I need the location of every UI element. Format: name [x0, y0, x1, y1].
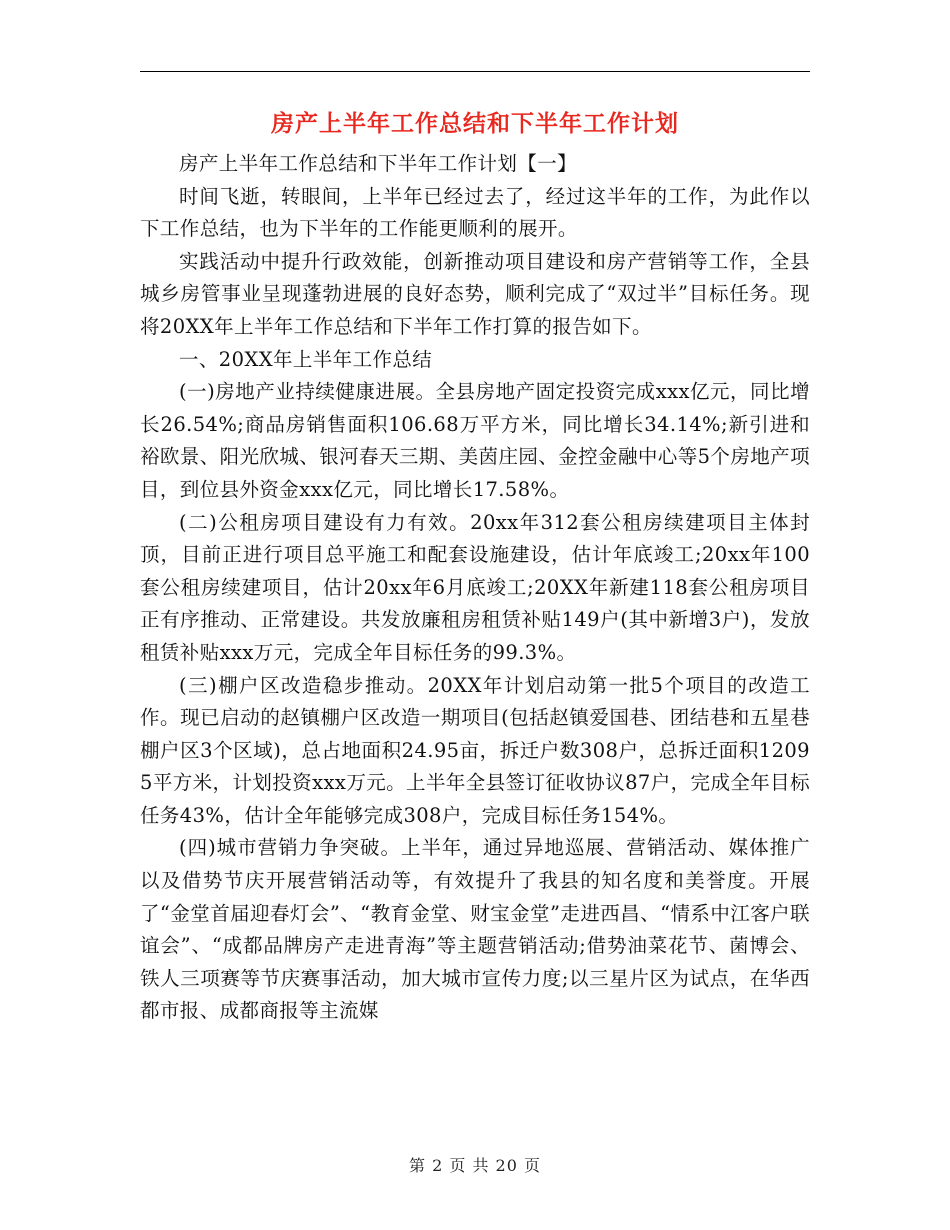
paragraph-intro: 时间飞逝，转眼间，上半年已经过去了，经过这半年的工作，为此作以下工作总结，也为下半年的工作能更顺利的展开。 — [140, 184, 810, 241]
document-title: 房产上半年工作总结和下半年工作计划 — [271, 110, 679, 137]
section-heading: 一、20XX年上半年工作总结 — [179, 347, 433, 371]
header-rule — [140, 71, 810, 72]
paragraph-overview: 实践活动中提升行政效能，创新推动项目建设和房产营销等工作，全县城乡房管事业呈现蓬勃进展的良好态势，顺利完成了“双过半”目标任务。现将20XX年上半年工作总结和下半年工作打算的报告如下。 — [140, 249, 810, 338]
paragraph-item-3: (三)棚户区改造稳步推动。20XX年计划启动第一批5个项目的改造工作。现已启动的赵镇棚户区改造一期项目(包括赵镇爱国巷、团结巷和五星巷棚户区3个区域)，总占地面积24.95亩，拆迁户数308户，总拆迁面积12095平方米，计划投资xxx万元。上半年全县签订征收协议87户，完成全年目标任务43%，估计全年能够完成308户，完成目标任务154%。 — [140, 673, 810, 827]
page-number: 第 2 页 共 20 页 — [409, 1156, 541, 1175]
paragraph-item-2: (二)公租房项目建设有力有效。20xx年312套公租房续建项目主体封顶，目前正进行项目总平施工和配套设施建设，估计年底竣工;20xx年100套公租房续建项目，估计20xx年6月底竣工;20XX年新建118套公租房项目正有序推动、正常建设。共发放廉租房租赁补贴149户(其中新增3户)，发放租赁补贴xxx万元，完成全年目标任务的99.3%。 — [140, 510, 810, 664]
paragraph-subtitle: 房产上半年工作总结和下半年工作计划【一】 — [179, 152, 578, 175]
paragraph-item-1: (一)房地产业持续健康进展。全县房地产固定投资完成xxx亿元，同比增长26.54%;商品房销售面积106.68万平方米，同比增长34.14%;新引进和裕欧景、阳光欣城、银河春天三期、美茵庄园、金控金融中心等5个房地产项目，到位县外资金xxx亿元，同比增长17.58%。 — [140, 380, 810, 501]
paragraph-item-4: (四)城市营销力争突破。上半年，通过异地巡展、营销活动、媒体推广以及借势节庆开展营销活动等，有效提升了我县的知名度和美誉度。开展了“金堂首届迎春灯会”、“教育金堂、财宝金堂”走进西昌、“情系中江客户联谊会”、“成都品牌房产走进青海”等主题营销活动;借势油菜花节、菌博会、铁人三项赛等节庆赛事活动，加大城市宣传力度;以三星片区为试点，在华西都市报、成都商报等主流媒 — [140, 836, 810, 1023]
document-body — [140, 148, 810, 1028]
